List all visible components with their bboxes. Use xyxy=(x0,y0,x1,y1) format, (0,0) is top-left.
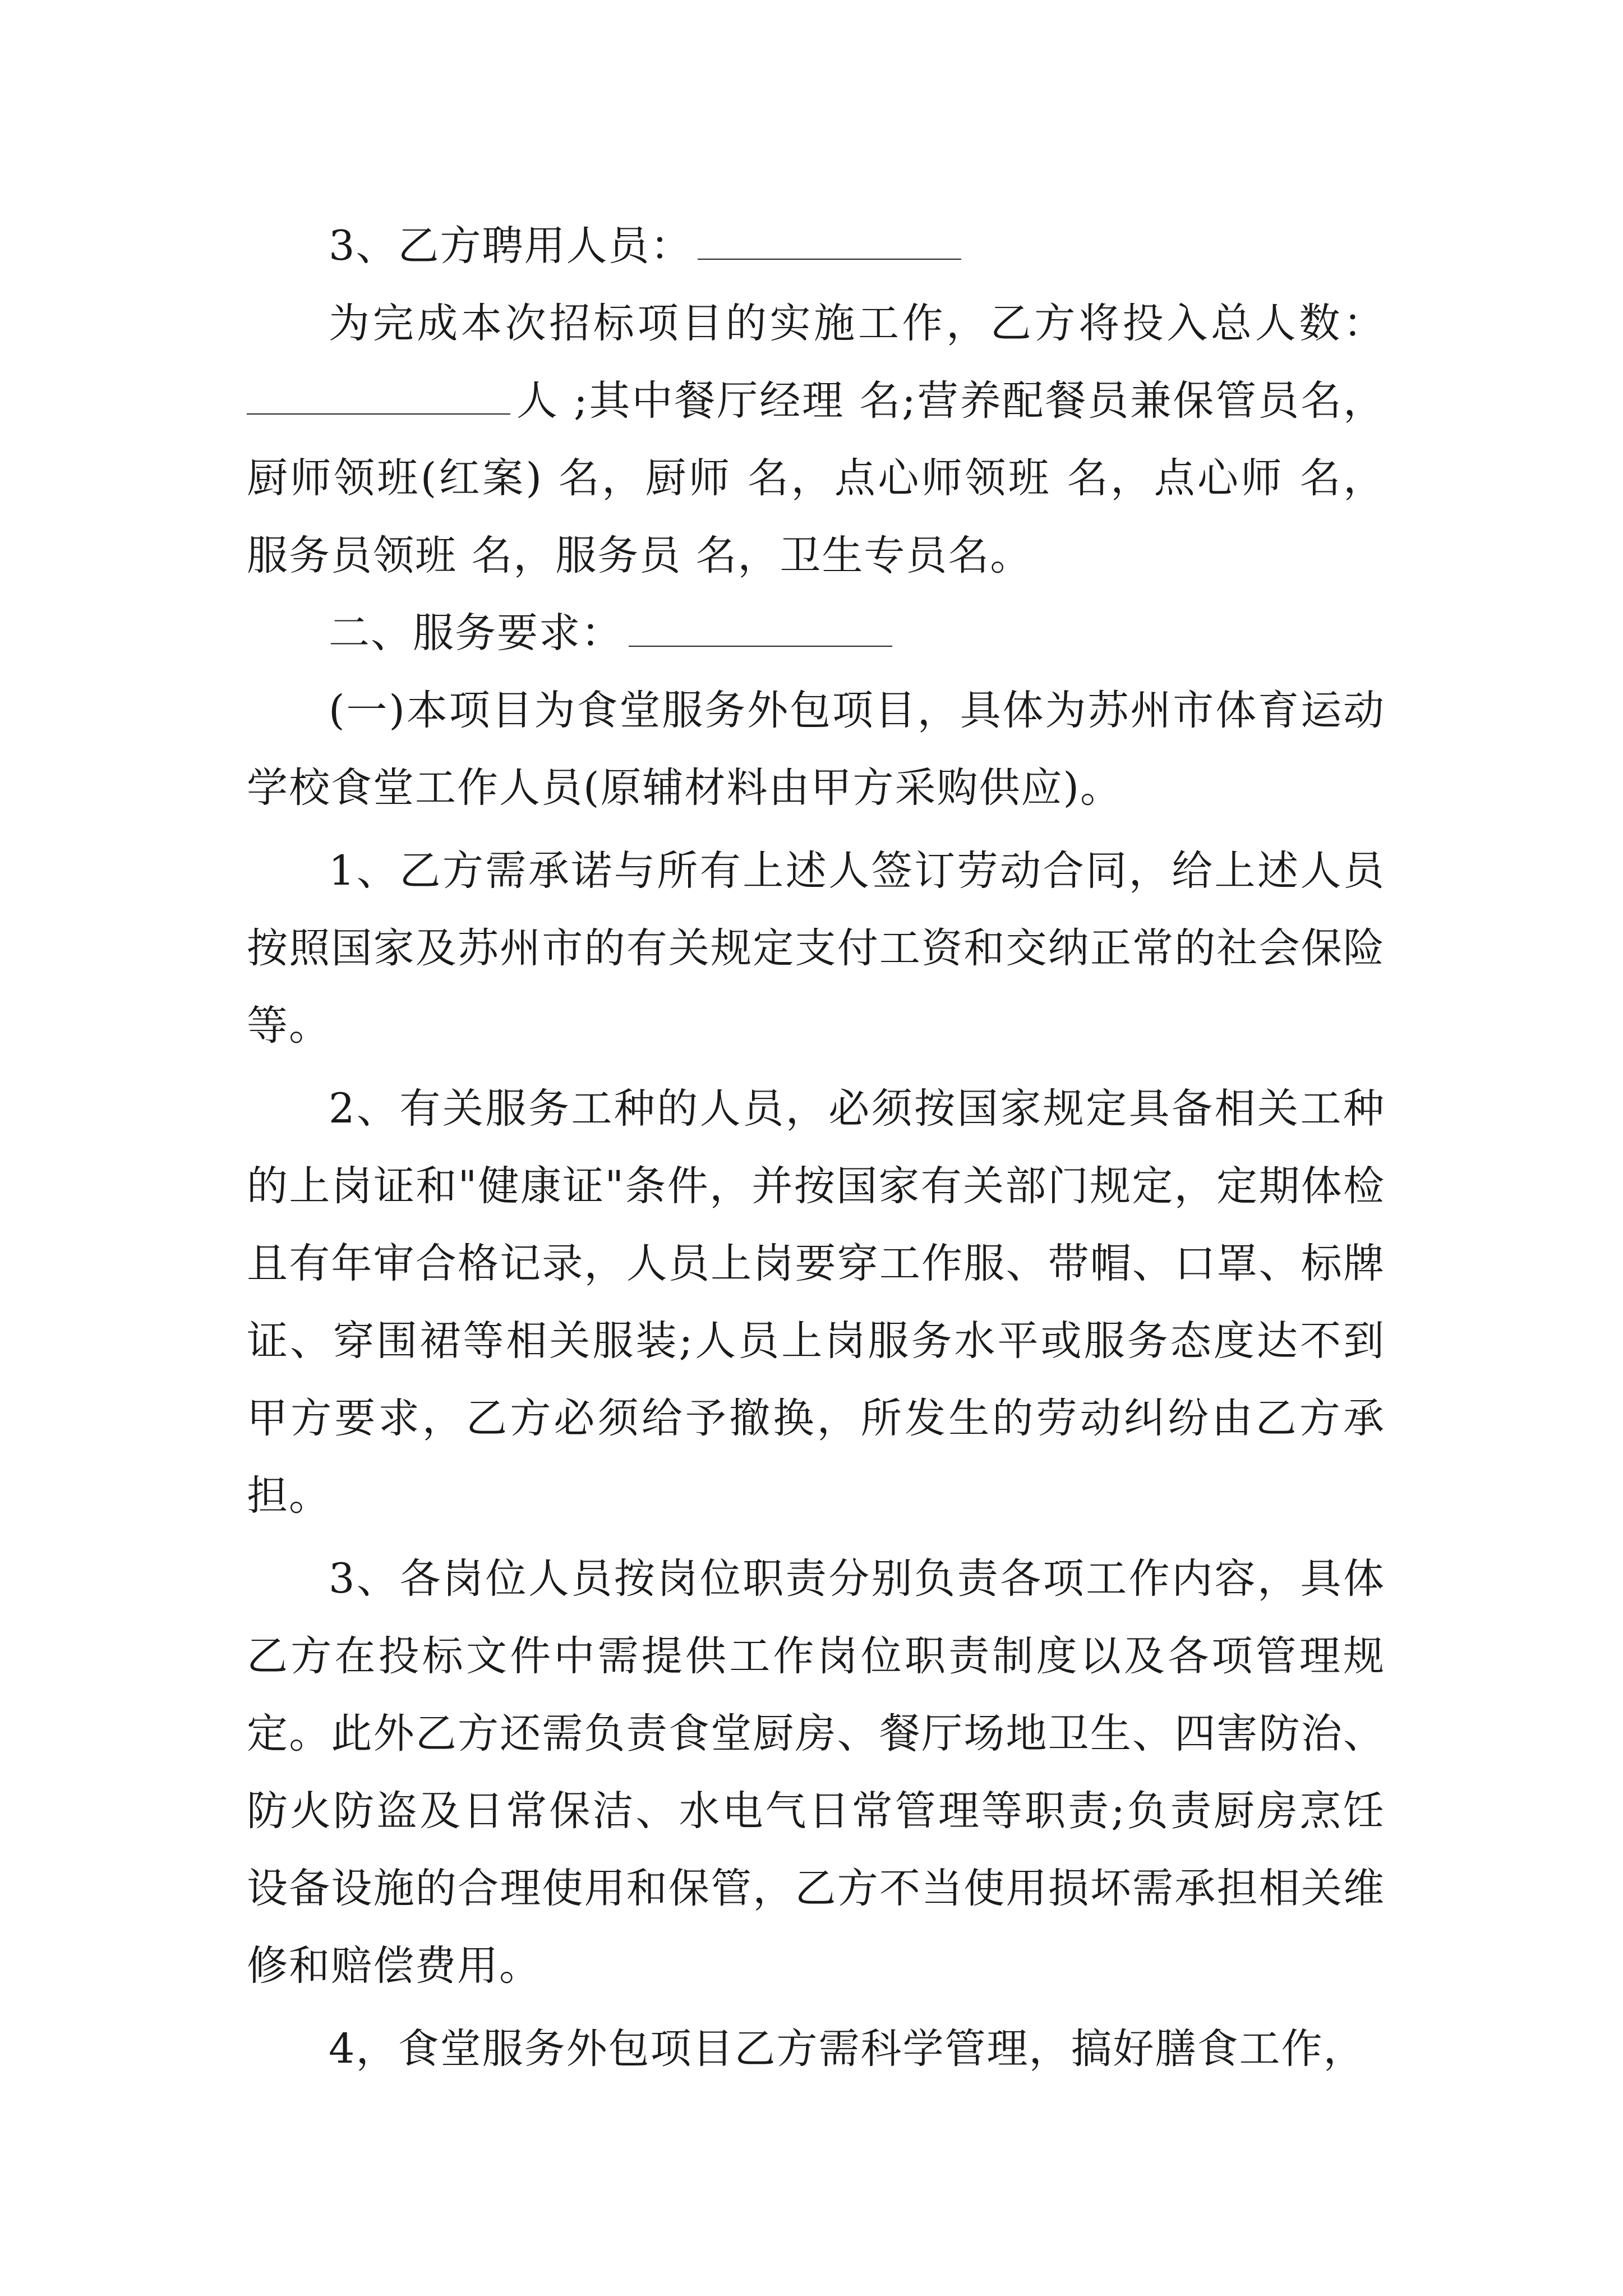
service-blank-line xyxy=(629,612,892,647)
total-count-blank-line xyxy=(247,380,510,415)
paragraph-staff-heading xyxy=(247,208,1385,285)
staff-count-detail: 人 ;其中餐厅经理 名;营养配餐员兼保管员名，厨师领班(红案) 名，厨师 名，点心师领班 名，点心师 名，服务员领班 名，服务员 名，卫生专员名。 xyxy=(247,377,1385,579)
paragraph-service-heading xyxy=(247,595,1385,672)
staff-count-intro: 为完成本次招标项目的实施工作，乙方将投入总人数： xyxy=(329,300,1385,347)
staff-blank-line xyxy=(698,225,961,260)
staff-heading-text: 3、乙方聘用人员： xyxy=(329,222,693,270)
paragraph-staff-count xyxy=(247,285,1385,595)
paragraph-item-1: 1、乙方需承诺与所有上述人签订劳动合同，给上述人员按照国家及苏州市的有关规定支付工资和交纳正常的社会保险等。 xyxy=(247,847,1385,1050)
service-heading-text: 二、服务要求： xyxy=(329,609,623,657)
paragraph-item-3: 3、各岗位人员按岗位职责分别负责各项工作内容，具体乙方在投标文件中需提供工作岗位职责制度以及各项管理规定。此外乙方还需负责食堂厨房、餐厅场地卫生、四害防治、防火防盗及日常保洁、水电气日常管理等职责;负责厨房烹饪设备设施的合理使用和保管，乙方不当使用损坏需承担相关维修和赔偿费用。 xyxy=(247,1555,1385,1990)
paragraph-item-4: 4，食堂服务外包项目乙方需科学管理，搞好膳食工作， xyxy=(329,2025,1366,2073)
paragraph-project-scope: (一)本项目为食堂服务外包项目，具体为苏州市体育运动学校食堂工作人员(原辅材料由甲方采购供应)。 xyxy=(247,687,1385,812)
paragraph-item-2: 2、有关服务工种的人员，必须按国家规定具备相关工种的上岗证和"健康证"条件，并按国家有关部门规定，定期体检且有年审合格记录，人员上岗要穿工作服、带帽、口罩、标牌证、穿围裙等相关服装;人员上岗服务水平或服务态度达不到甲方要求，乙方必须给予撤换，所发生的劳动纠纷由乙方承担。 xyxy=(247,1085,1385,1520)
document-body xyxy=(247,208,1385,2088)
